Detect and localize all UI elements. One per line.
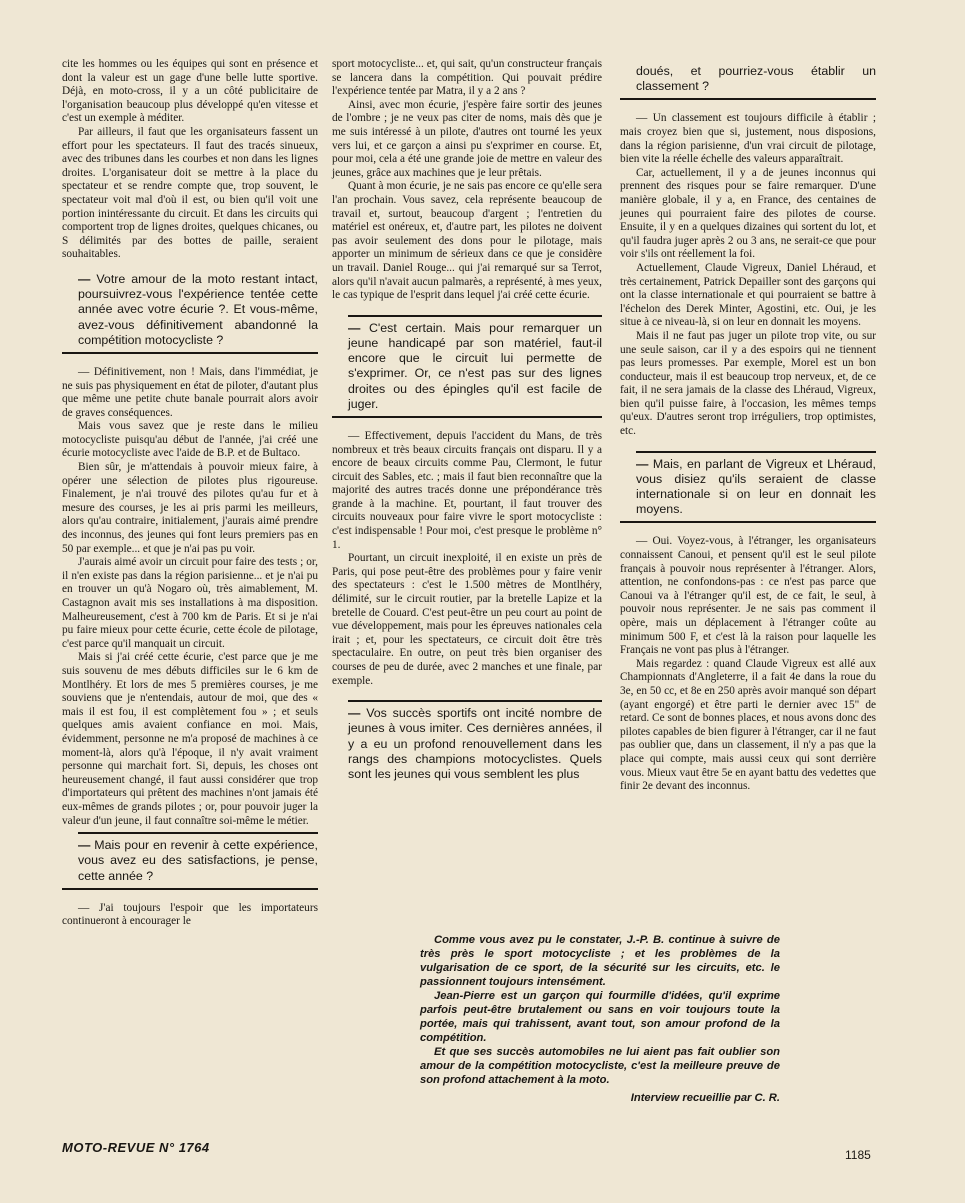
- paragraph: cite les hommes ou les équipes qui sont en présence et dont la valeur est un gage d'une belle lutte sportive. Déjà, en moto-cross, il y a un côté publicitaire de l'organisation beaucoup plus développé qu'en vitesse et c'est un exemple à méditer.: [62, 58, 318, 125]
- question-text: Mais, en parlant de Vigreux et Lhéraud, vous disiez qu'ils seraient de classe internationale si on leur en donnait les moyens.: [636, 456, 876, 517]
- paragraph: Mais il ne faut pas juger un pilote trop vite, ou sur une seule saison, car il y a des espoirs qui ne tiennent pas leurs promesses. Par exemple, Morel est un bon conducteur, mais il est beaucoup trop nerveux, et, de ce fait, il ne sera jamais de la classe des Lhéraud, Vigreux, bien qu'il puisse faire, à l'occasion, les mêmes temps qu'eux. D'autres seront trop irréguliers, trop optimistes, etc.: [620, 329, 876, 438]
- paragraph: Mais si j'ai créé cette écurie, c'est parce que je me suis souvenu de mes débuts difficiles sur le 6 km de Montlhéry. Et lors de mes 5 premières courses, je me souviens que je n'entendais, autour de moi, que des « mais il est fou, il est complètement fou » ; et seuls quelques amis avaient confiance en moi. Mais, évidemment, personne ne m'a proposé de machines à ce moment-là, alors qu'à l'époque, il n'y avait vraiment personne qui marchait fort. Si, depuis, les choses ont heureusement changé, il faut aussi considérer que trop d'importateurs qui prêtent des machines n'ont jamais été eux-mêmes de grands pilotes ; or, pour pouvoir juger la valeur d'un jeune, il faut connaître soi-même le métier.: [62, 651, 318, 827]
- paragraph: J'aurais aimé avoir un circuit pour faire des tests ; or, il n'en existe pas dans la région parisienne... et je n'ai pu en trouver un qu'à Nogaro où, très aimablement, M. Castagnon avait mis ses installations à ma disposition. Malheureusement, c'est à 700 km de Paris. Et si je n'ai pu faire mieux pour cette écurie, cette école de pilotage, c'est parce qu'il manquait un circuit.: [62, 556, 318, 650]
- paragraph: — J'ai toujours l'espoir que les importateurs continueront à encourager le: [62, 901, 318, 928]
- column-2: [332, 58, 602, 796]
- signature: Interview recueillie par C. R.: [630, 1092, 780, 1104]
- question-text: Mais pour en revenir à cette expérience, vous avez eu des satisfactions, je pense, cette année ?: [78, 838, 318, 883]
- question-text: doués, et pourriez-vous établir un classement ?: [636, 64, 876, 94]
- closing-note: [420, 933, 780, 1105]
- closing-paragraph: Jean-Pierre est un garçon qui fourmille d'idées, qu'il exprime parfois peut-être brutalement ou sans en voir toujours toute la portée, mais qui trahissent, avant tout, son amour profond de la compétition.: [420, 990, 780, 1044]
- column-1: [62, 58, 318, 929]
- paragraph: Mais vous savez que je reste dans le milieu motocycliste puisqu'au début de l'année, j'ai créé une écurie motocycliste avec l'aide de B.P. et de Bultaco.: [62, 420, 318, 460]
- paragraph: Pourtant, un circuit inexploité, il en existe un près de Paris, qui pose peut-être des problèmes pour y faire venir des spectateurs : c'est le 1.500 mètres de Montlhéry, délimité, sur le circuit routier, par la bretelle Lapize et la bretelle de Couard. C'est peut-être un peu court au point de vue développement, mais pour les épreuves nationales cela irait ; et, pour les spectateurs, ce circuit doit être très spectaculaire. En outre, on peut très bien organiser des courses de peu de durée, avec 2 manches et une finale, par exemple.: [332, 552, 602, 687]
- paragraph: — Un classement est toujours difficile à établir ; mais croyez bien que si, justement, nous disposions, dans la région parisienne, d'un vrai circuit de pilotage, bien vite la réelle échelle des valeurs apparaîtrait.: [620, 112, 876, 166]
- question-text: C'est certain. Mais pour remarquer un jeune handicapé par son matériel, faut-il encore que le circuit lui permette de s'exprimer. Or, ce n'est pas sur des lignes droites ou des épingles qu'il est facile de juger.: [348, 320, 602, 411]
- question-text: Votre amour de la moto restant intact, poursuivrez-vous l'expérience tentée cette année avec votre écurie ?. Et vous-même, avez-vous définitivement abandonné la compétition motocycliste ?: [78, 271, 318, 347]
- interview-question: — C'est certain. Mais pour remarquer un jeune handicapé par son matériel, faut-il encore que le circuit lui permette de s'exprimer. Or, ce n'est pas sur des lignes droites ou des épingles qu'il est facile de juger.: [332, 321, 602, 418]
- paragraph: — Définitivement, non ! Mais, dans l'immédiat, je ne suis pas physiquement en état de piloter, d'autant plus que même une petite chute banale pourrait alors avoir de graves conséquences.: [62, 365, 318, 419]
- interview-question: — Vos succès sportifs ont incité nombre de jeunes à vous imiter. Ces dernières années, il y a eu un profond renouvellement dans les rangs des champions motocyclistes. Quels sont les jeunes qui vous semblent les plus: [332, 706, 602, 786]
- paragraph: Bien sûr, je m'attendais à pouvoir mieux faire, à opérer une sélection de pilotes plus rigoureuse. Finalement, je n'ai trouvé des pilotes qu'au fur et à mesure des courses, je les ai pris parmi les meilleurs, alors qu'au contraire, initialement, j'aurais aimé prendre des inconnus, des jeunes qui font leurs premiers pas en 50 par exemple... et que je n'ai pas pu voir.: [62, 461, 318, 555]
- paragraph: Ainsi, avec mon écurie, j'espère faire sortir des jeunes de l'ombre ; je ne veux pas citer de noms, mais dès que je me suis intéressé à un pilote, d'autres ont tourné les yeux vers lui, et ce garçon a ainsi pu s'exprimer en course. Et, pour moi, cela a été une grande joie de mettre en valeur des jeunes, grâce aux machines que je leur prêtais.: [332, 98, 602, 179]
- paragraph: — Effectivement, depuis l'accident du Mans, de très nombreux et très beaux circuits français ont disparu. Il y a encore de beaux circuits comme Pau, Clermont, le futur circuit des Sables, etc. ; mais il faut bien reconnaître que la majorité des autres tracés donne une prépondérance très grande à la machine. Et, pourtant, il faut trouver des circuits nouveaux pour faire vivre le sport motocycliste : c'est indispensable ! Pour moi, c'est presque le problème n° 1.: [332, 429, 602, 551]
- magazine-issue: MOTO-REVUE N° 1764: [62, 1140, 210, 1155]
- question-text: Vos succès sportifs ont incité nombre de jeunes à vous imiter. Ces dernières années, il y a eu un profond renouvellement dans les rangs des champions motocyclistes. Quels sont les jeunes qui vous semblent les plus: [348, 706, 602, 781]
- paragraph: Par ailleurs, il faut que les organisateurs fassent un effort pour les spectateurs. Il faut des tracés sinueux, avec des tribunes dans les courbes et non dans les lignes droites. L'organisateur doit se mettre à la place du spectateur et se rendre compte que, trop souvent, le spectateur voit mal d'où il est, ou bien qu'il voit une portion inintéressante du circuit. Et dans les circuits qui comportent trop de lignes droites, quelques chicanes, ou S délimités par des bottes de paille, seraient souhaitables.: [62, 125, 318, 261]
- interview-question: — Votre amour de la moto restant intact, poursuivrez-vous l'expérience tentée cette année avec votre écurie ?. Et vous-même, avez-vous définitivement abandonné la compétition motocycliste ?: [62, 272, 318, 354]
- paragraph: Quant à mon écurie, je ne sais pas encore ce qu'elle sera l'an prochain. Vous savez, cela représente beaucoup de travail et, surtout, beaucoup d'argent ; l'entretien du matériel est onéreux, et, d'autre part, les pilotes ne doivent pas avoir seulement des dons pour le pilotage, mais apporter un minimum de sérieux dans ce que je considère un travail. Daniel Rouge... qui j'ai remarqué sur sa Terrot, alors qu'il n'avait aucun palmarès, a représenté, à mes yeux, le cas typique de l'esprit dans lequel j'ai créé cette écurie.: [332, 180, 602, 302]
- paragraph: Actuellement, Claude Vigreux, Daniel Lhéraud, et très certainement, Patrick Depailler sont des garçons qui ont la classe internationale et qui pourraient se battre à l'échelon des Derek Minter, Agostini, etc. Oui, je les situe à ce niveau-là, si on leur en donnait les moyens.: [620, 261, 876, 329]
- closing-paragraph: Comme vous avez pu le constater, J.-P. B. continue à suivre de très près le sport motocycliste ; et les problèmes de la vulgarisation de ce sport, de la sécurité sur les circuits, etc. le passionnent toujours intensément.: [420, 934, 780, 988]
- paragraph: — Oui. Voyez-vous, à l'étranger, les organisateurs connaissent Canoui, et pensent qu'il est le seul pilote français à pouvoir nous représenter à l'étranger. Alors, attention, ne confondons-pas : ce n'est pas parce que Canoui va à l'étranger qu'il est, de ce fait, le seul, à pouvoir nous représenter. Je ne sais pas comment il opère, mais un déplacement à l'étranger coûte au minimum 500 F, et c'est là la raison pour laquelle les Français ne vont pas plus à l'étranger.: [620, 535, 876, 657]
- paragraph: Car, actuellement, il y a de jeunes inconnus qui prennent des risques pour se faire remarquer. D'une manière globale, il y a, en France, des centaines de jeunes qui pourraient faire des pilotes de course. Ensuite, il y en a quelques dizaines qui sortent du lot, et qu'il faudra juger après 2 ou 3 ans, ne serait-ce que pour voir s'ils ont réellement la foi.: [620, 166, 876, 261]
- interview-question: — Mais, en parlant de Vigreux et Lhéraud, vous disiez qu'ils seraient de classe internationale si on leur en donnait les moyens.: [620, 457, 876, 524]
- paragraph: sport motocycliste... et, qui sait, qu'un constructeur français se lancera dans la compétition. Qui pouvait prédire l'expérience tentée par Matra, il y a 2 ans ?: [332, 58, 602, 98]
- paragraph: Mais regardez : quand Claude Vigreux est allé aux Championnats d'Angleterre, il a fait 4e dans la roue du 3e, en 50 cc, et 8e en 250 après avoir manqué son départ (ayant engorgé) et être parti le dernier avec 15" de retard. Ce sont de bonnes places, et nous avons donc des pilotes capables de bien figurer à l'étranger, car il ne faut pas oublier que, dans un classement, il n'y a pas que la place qui compte, mais aussi ceux qui sont derrière vous. Mieux vaut être 5e en ayant battu des vedettes que finir 2e devant des inconnus.: [620, 657, 876, 793]
- page-number: 1185: [845, 1148, 871, 1162]
- interview-question: — Mais pour en revenir à cette expérience, vous avez eu des satisfactions, je pense, cette année ?: [62, 838, 318, 890]
- column-3: [620, 58, 876, 794]
- interview-question-continued: [620, 64, 876, 100]
- closing-paragraph: Et que ses succès automobiles ne lui aient pas fait oublier son amour de la compétition motocycliste, c'est la meilleure preuve de son profond attachement à la moto.: [420, 1046, 780, 1086]
